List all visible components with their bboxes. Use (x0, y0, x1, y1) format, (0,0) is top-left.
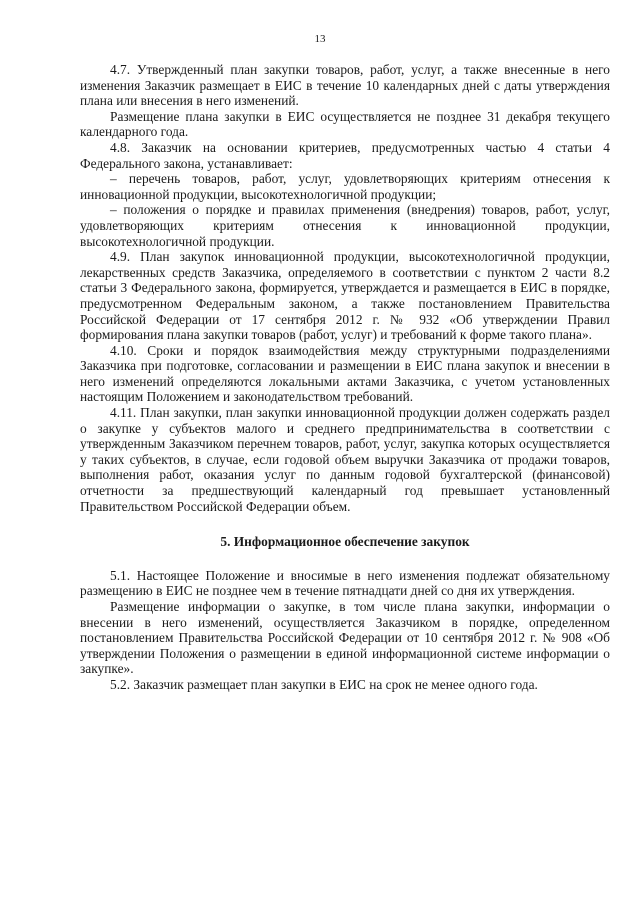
list-item-product-list: – перечень товаров, работ, услуг, удовлетворяющих критериям отнесения к инновационной продукции, высокотехнологичной продукции; (80, 171, 610, 202)
paragraph-4-7: 4.7. Утвержденный план закупки товаров, работ, услуг, а также внесенные в него изменения Заказчик размещает в ЕИС в течение 10 календарных дней с даты утверждения плана или внесения в него изменений. (80, 62, 610, 109)
page-number: 13 (314, 33, 326, 45)
paragraph-5-1: 5.1. Настоящее Положение и вносимые в него изменения подлежат обязательному размещению в ЕИС не позднее чем в течение пятнадцати дней со дня их утверждения. (80, 567, 610, 599)
section-heading: 5. Информационное обеспечение закупок (220, 534, 470, 550)
paragraph-5-2: 5.2. Заказчик размещает план закупки в ЕИС на срок не менее одного года. (110, 676, 538, 692)
paragraph-4-10: 4.10. Сроки и порядок взаимодействия между структурными подразделениями Заказчика при подготовке, согласовании и размещении в ЕИС плана закупок и внесении в него изменений определяются локальными актами Заказчика, с учетом установленных настоящим Положением и законодательством требований. (80, 342, 610, 405)
paragraph-4-7-deadline: Размещение плана закупки в ЕИС осуществляется не позднее 31 декабря текущего календарного года. (80, 108, 610, 140)
list-item-rules: – положения о порядке и правилах применения (внедрения) товаров, работ, услуг, удовлетворяющих критериям отнесения к инновационной продукции, высокотехнологичной продукции. (80, 202, 610, 249)
paragraph-4-9: 4.9. План закупок инновационной продукции, высокотехнологичной продукции, лекарственных средств Заказчика, определяемого в соответствии с пунктом 2 части 8.2 статьи 3 Федерального закона, формируется, утверждается и размещается в ЕИС в порядке, предусмотренном Федеральным законом, а также постановлением Правительства Российской Федерации от 17 сентября 2012 г. № 932 «Об утверждении Правил формирования плана закупки товаров (работ, услуг) и требований к форме такого плана». (80, 249, 610, 343)
document-body (80, 62, 610, 693)
paragraph-5-1-placement: Размещение информации о закупке, в том числе плана закупки, информации о внесении в него изменений, осуществляется Заказчиком в порядке, определенном постановлением Правительства Российской Федерации от 10 сентября 2012 г. № 908 «Об утверждении Положения о размещении в единой информационной системе информации о закупке». (80, 599, 610, 677)
paragraph-4-11: 4.11. План закупки, план закупки инновационной продукции должен содержать раздел о закупке у субъектов малого и среднего предпринимательства в соответствии с утвержденным Заказчиком перечнем товаров, работ, услуг, закупка которых осуществляется у таких субъектов, в случае, если годовой объем выручки Заказчика от продажи товаров, выполнения работ, оказания услуг по данным годовой бухгалтерской (финансовой) отчетности за предшествующий календарный год превышает установленный Правительством Российской Федерации объем. (80, 405, 610, 514)
paragraph-4-8: 4.8. Заказчик на основании критериев, предусмотренных частью 4 статьи 4 Федерального закона, устанавливает: (80, 139, 610, 171)
